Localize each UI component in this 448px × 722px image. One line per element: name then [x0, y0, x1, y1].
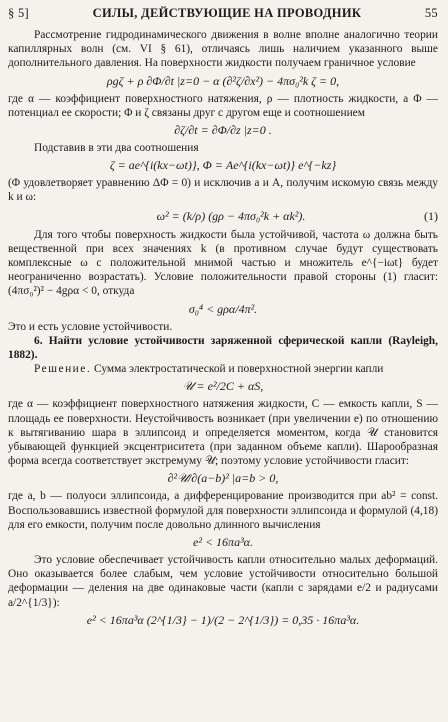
paragraph: где a, b — полуоси эллипсоида, а дифференцирование производится при ab² = const. Воспользовавшись известной формулой для поверхности эллипсоида и формулой (4,18) для его емкости, получим после довольно длинного вычисления [8, 490, 438, 531]
equation-boundary-condition: ρgζ + ρ ∂Φ/∂t |z=0 − α (∂²ζ/∂x²) − 4πσ₀²k ζ = 0, [106, 73, 340, 88]
section-ref: § 5] [8, 6, 29, 20]
equation-substitution: ζ = ae^{i(kx−ωt)}, Φ = Ae^{i(kx−ωt)} e^{−kz} [109, 158, 337, 173]
equation-body: ω² = (k/ρ) (gρ − 4πσ₀²k + αk²). [156, 208, 306, 223]
paragraph: Это условие обеспечивает устойчивость капли относительно малых деформаций. Оно оказывается более слабым, чем условие устойчивости относительно большой деформации — деления на две одинаковые части (капли с зарядами e/2 и радиусами a/2^{1/3}): [8, 554, 438, 609]
running-title: СИЛЫ, ДЕЙСТВУЮЩИЕ НА ПРОВОДНИК [92, 6, 362, 20]
page-number: 55 [424, 6, 438, 20]
problem-number: 6. [34, 334, 43, 347]
paragraph: где α — коэффициент поверхностного натяжения жидкости, C — емкость капли, S — площадь ее поверхности. Неустойчивость возникает (при увеличении e) по отношению к вытягиванию шара в эллипсоид и определяется моментом, когда 𝒰 становится убывающей функцией эксцентриситета (при заданном объеме капли). Шарообразная форма всегда соответствует экстремуму 𝒰; поэтому условие устойчивости гласит: [8, 398, 438, 468]
paragraph: (Φ удовлетворяет уравнению ΔΦ = 0) и исключив a и A, получим искомую связь между k и ω: [8, 177, 438, 204]
problem-statement [8, 334, 438, 362]
equation-dispersion [8, 209, 438, 224]
equation-stability: σ₀⁴ < gρα/4π². [188, 301, 258, 316]
paragraph: Рассмотрение гидродинамического движения в волне вполне аналогично теории капиллярных волн (см. VI § 61), отличаясь лишь наличием указанного выше дополнительного давления. На поверхности жидкости получаем граничное условие [8, 29, 438, 70]
paragraph: Это и есть условие устойчивости. [8, 320, 173, 333]
page-header [8, 6, 438, 28]
paragraph: Подставив в эти два соотношения [34, 142, 199, 155]
equation-number: (1) [424, 208, 438, 223]
equation-second-derivative: ∂²𝒰/∂(a−b)² |a=b > 0, [167, 471, 279, 486]
paragraph: где α — коэффициент поверхностного натяжения, ρ — плотность жидкости, а Φ — потенциал ее скорости; Φ и ζ связаны друг с другом еще и соотношением [8, 92, 438, 119]
solution-label: Решение. [34, 363, 92, 376]
equation-relation: ∂ζ/∂t = ∂Φ/∂z |z=0 . [174, 123, 272, 138]
paragraph: Для того чтобы поверхность жидкости была устойчивой, частота ω должна быть вещественной при всех значениях k (в противном случае будут существовать комплексные ω с положительной мнимой частью и множитель e^{−iωt} будет неограниченно возрастать). Условие положительности правой стороны (1) гласит: (4πσ₀²)² − 4gρα < 0, откуда [8, 228, 438, 298]
solution-text: Сумма электростатической и поверхностной энергии капли [94, 363, 384, 376]
equation-fission: e² < 16πa³α (2^{1/3} − 1)/(2 − 2^{1/3}) = 0,35 · 16πa³α. [86, 612, 360, 627]
equation-energy: 𝒰 = e²/2C + αS, [182, 379, 264, 394]
equation-result: e² < 16πa³α. [193, 535, 253, 550]
problem-text: Найти условие устойчивости заряженной сферической капли (Rayleigh, 1882). [8, 334, 438, 362]
solution-paragraph [8, 362, 438, 376]
